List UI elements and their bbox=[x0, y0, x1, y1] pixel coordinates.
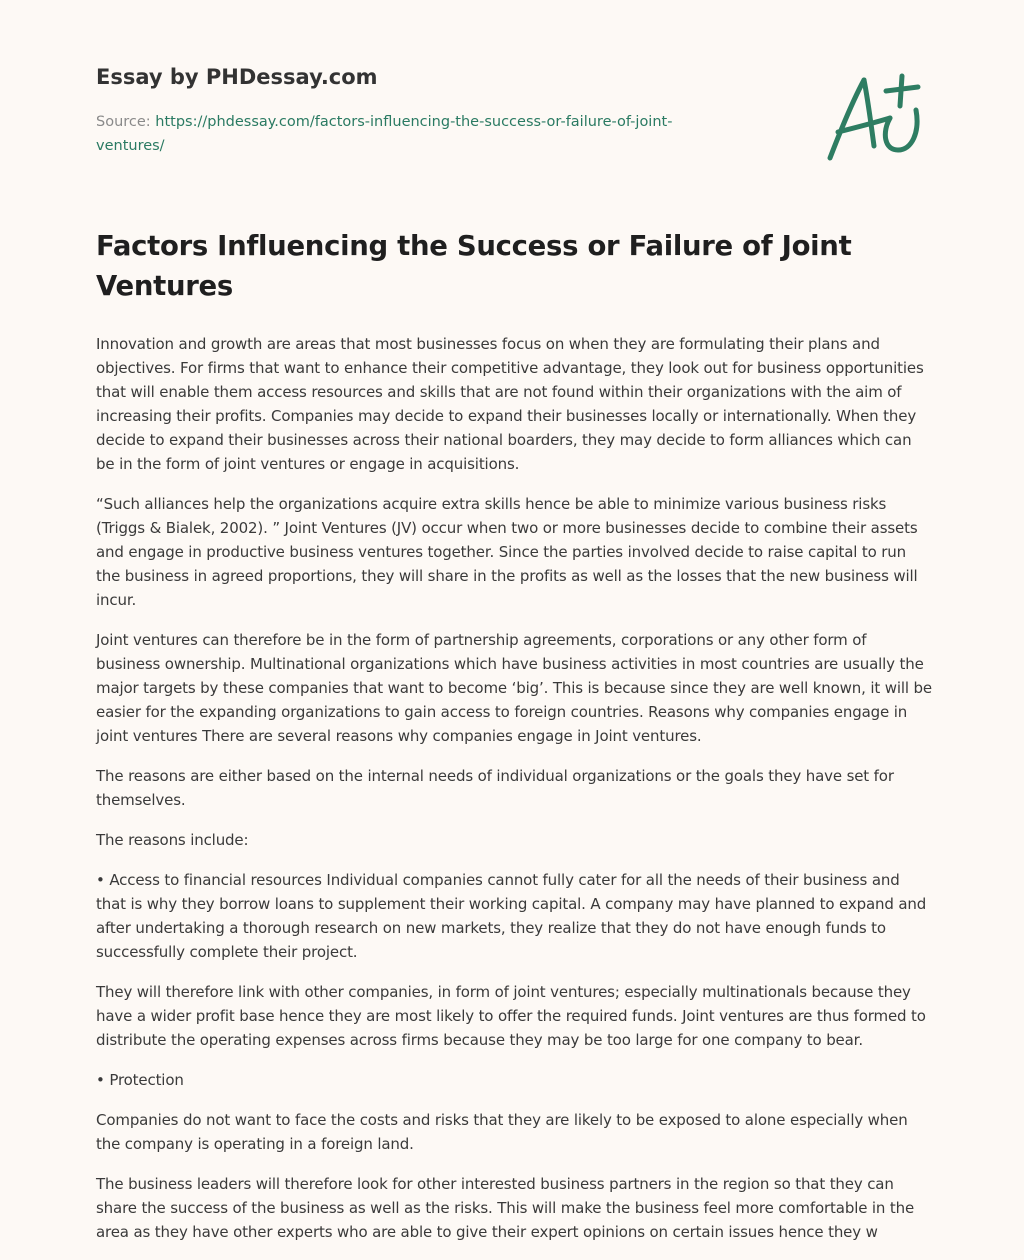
source-line bbox=[96, 110, 736, 158]
essay-paragraph: The reasons are either based on the internal needs of individual organizations or the goals they have set for themselves. bbox=[96, 767, 894, 809]
source-link[interactable]: https://phdessay.com/factors-influencing-the-success-or-failure-of-joint-ventures/ bbox=[96, 114, 673, 154]
essay-paragraph: “Such alliances help the organizations acquire extra skills hence be able to minimize various business risks (Triggs & Bialek, 2002). ” Joint Ventures (JV) occur when two or more businesses decide to combine their assets and engage in productive business ventures together. Since the parties involved decide to raise capital to run the business in agreed proportions, they will share in the profits as well as the losses that the new business will incur. bbox=[96, 495, 918, 609]
essay-paragraph: The reasons include: bbox=[96, 831, 249, 849]
essay-paragraph: Joint ventures can therefore be in the form of partnership agreements, corporations or any other form of business ownership. Multinational organizations which have business activities in most countries are usually the major targets by these companies that want to become ‘big’. This is because since they are well known, it will be easier for the expanding organizations to gain access to foreign countries. Reasons why companies engage in joint ventures There are several reasons why companies engage in Joint ventures. bbox=[96, 631, 932, 745]
essay-title: Factors Influencing the Success or Failure of Joint Ventures bbox=[96, 230, 852, 302]
essay-paragraph: The business leaders will therefore look for other interested business partners in the region so that they can share the success of the business as well as the risks. This will make the business feel more comfortable in the area as they have other experts who are able to give their expert opinions on certain issues hence they w bbox=[96, 1175, 915, 1241]
source-label: Source: bbox=[96, 114, 156, 130]
essay-paragraph: Companies do not want to face the costs and risks that they are likely to be exposed to alone especially when the company is operating in a foreign land. bbox=[96, 1111, 908, 1153]
essay-content bbox=[96, 226, 932, 1260]
a-plus-grade-icon bbox=[820, 66, 930, 166]
site-title: Essay by PHDessay.com bbox=[96, 65, 378, 89]
page-header bbox=[96, 62, 736, 158]
essay-paragraph: • Protection bbox=[96, 1071, 184, 1089]
essay-paragraph: Innovation and growth are areas that most businesses focus on when they are formulating their plans and objectives. For firms that want to enhance their competitive advantage, they look out for business opportunities that will enable them access resources and skills that are not found within their organizations with the aim of increasing their profits. Companies may decide to expand their businesses locally or internationally. When they decide to expand their businesses across their national boarders, they may decide to form alliances which can be in the form of joint ventures or engage in acquisitions. bbox=[96, 335, 924, 473]
essay-paragraph: They will therefore link with other companies, in form of joint ventures; especially multinationals because they have a wider profit base hence they are most likely to offer the required funds. Joint ventures are thus formed to distribute the operating expenses across firms because they may be too large for one company to bear. bbox=[96, 983, 926, 1049]
essay-paragraph: • Access to financial resources Individual companies cannot fully cater for all the needs of their business and that is why they borrow loans to supplement their working capital. A company may have planned to expand and after undertaking a thorough research on new markets, they realize that they do not have enough funds to successfully complete their project. bbox=[96, 871, 927, 961]
